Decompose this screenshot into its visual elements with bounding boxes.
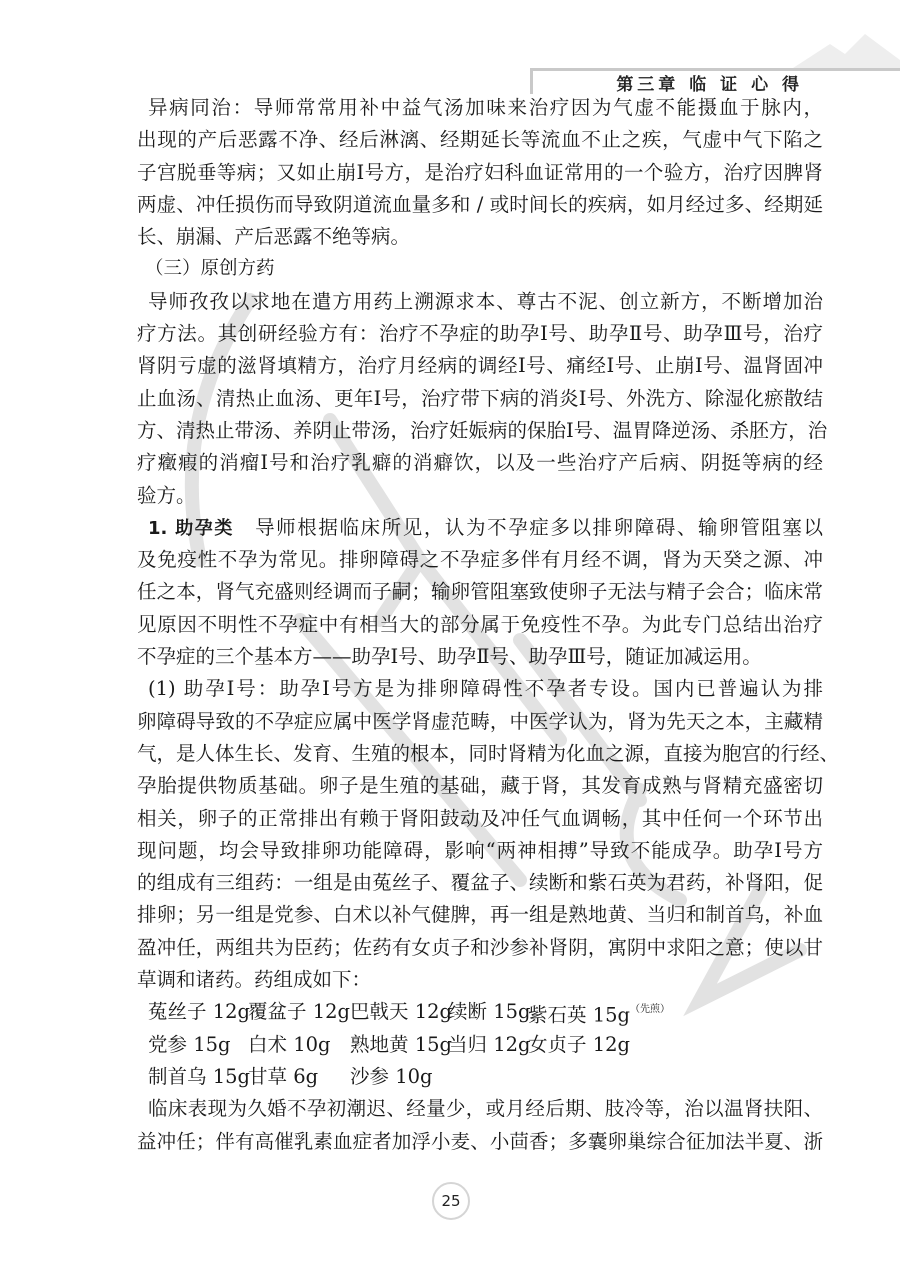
text-line: [137, 157, 823, 189]
paragraph: [137, 92, 823, 253]
line-text: 出现的产后恶露不净、经后淋漓、经期延长等流血不止之疾，气虚中气下陷之: [137, 128, 823, 152]
line-text: 子宫脱垂等病；又如止崩Ⅰ号方，是治疗妇科血证常用的一个验方，治疗因脾肾: [137, 160, 823, 184]
text-line: [137, 286, 823, 318]
text-line: [137, 92, 823, 124]
text-line: [137, 641, 823, 673]
line-text: 疗方法。其创研经验方有：治疗不孕症的助孕Ⅰ号、助孕Ⅱ号、助孕Ⅲ号，治疗: [137, 322, 823, 346]
text-line: [137, 576, 823, 608]
text-line: [137, 770, 823, 802]
text-line: [137, 867, 823, 899]
drug-item: [528, 996, 670, 1032]
line-text: 验方。: [137, 483, 196, 507]
text-line: [137, 447, 823, 479]
drug-name: 覆盆子 12g: [248, 1000, 350, 1024]
line-text: 排卵；另一组是党参、白术以补气健脾，再一组是熟地黄、当归和制首乌，补血: [137, 903, 823, 927]
drug-item: [148, 996, 250, 1028]
line-text: 两虚、冲任损伤而导致阴道流血量多和 / 或时间长的疾病，如月经过多、经期延: [137, 192, 823, 216]
line-text: 肾阴亏虚的滋肾填精方，治疗月经病的调经Ⅰ号、痛经Ⅰ号、止崩Ⅰ号、温肾固冲: [137, 354, 823, 378]
line-text: 止血汤、清热止血汤、更年Ⅰ号，治疗带下病的消炎Ⅰ号、外洗方、除湿化瘀散结: [137, 386, 823, 410]
text-line: [137, 415, 828, 447]
text-line: [137, 835, 823, 867]
paragraph: [137, 1093, 823, 1158]
chapter-title: 第三章 临 证 心 得: [616, 75, 803, 95]
page-number: 25: [432, 1182, 470, 1220]
line-text: 现问题，均会导致排卵功能障碍，影响“两神相搏”导致不能成孕。助孕Ⅰ号方: [137, 838, 823, 862]
line-text: 长、崩漏、产后恶露不绝等病。: [137, 225, 411, 249]
line-text: 孕胎提供物质基础。卵子是生殖的基础，藏于肾，其发育成熟与肾精充盛密切: [137, 774, 823, 798]
prescription-row: [137, 996, 823, 1028]
drug-name: 当归 12g: [448, 1032, 531, 1056]
text-line: [137, 221, 823, 253]
paragraph: [137, 673, 840, 996]
drug-name: 菟丝子 12g: [148, 1000, 250, 1024]
line-text: 益冲任；伴有高催乳素血症者加浮小麦、小茴香；多囊卵巢综合征加法半夏、浙: [137, 1129, 823, 1153]
text-line: [137, 318, 823, 350]
drug-name: 制首乌 15g: [148, 1064, 250, 1088]
line-text: 任之本，肾气充盛则经调而子嗣；输卵管阻塞致使卵子无法与精子会合；临床常: [137, 580, 823, 604]
text-line: [137, 1093, 823, 1125]
line-text: 导师根据临床所见，认为不孕症多以排卵障碍、输卵管阻塞以: [255, 515, 823, 539]
text-line: [137, 480, 823, 512]
drug-item: [148, 1029, 231, 1061]
text-line: [137, 673, 823, 705]
line-text: 相关，卵子的正常排出有赖于肾阳鼓动及冲任气血调畅，其中任何一个环节出: [137, 806, 823, 830]
line-text: 卵障碍导致的不孕症应属中医学肾虚范畴，中医学认为，肾为先天之本，主藏精: [137, 709, 823, 733]
drug-name: 续断 15g: [448, 1000, 531, 1024]
prescription-row: [137, 1029, 823, 1061]
drug-item: [350, 1029, 452, 1061]
text-line: [137, 189, 823, 221]
drug-name: 白术 10g: [248, 1032, 331, 1056]
drug-item: [528, 1029, 630, 1061]
line-text: 导师孜孜以求地在遣方用药上溯源求本、尊古不泥、创立新方，不断增加治: [148, 289, 823, 313]
drug-name: 沙参 10g: [350, 1064, 433, 1088]
section-lead: 1. 助孕类: [148, 517, 234, 539]
drug-item: [350, 996, 452, 1028]
header-rule-vertical: [530, 68, 533, 94]
text-line: [137, 738, 840, 770]
paragraph: [137, 286, 828, 512]
drug-item: [248, 1061, 318, 1093]
drug-note: （先煎）: [630, 1004, 670, 1016]
line-text: 的组成有三组药：一组是由菟丝子、覆盆子、续断和紫石英为君药，补肾阳，促: [137, 871, 823, 895]
drug-name: 甘草 6g: [248, 1064, 319, 1088]
drug-item: [448, 996, 531, 1028]
line-text: 盈冲任，两组共为臣药；佐药有女贞子和沙参补肾阴，寓阴中求阳之意；使以甘: [137, 935, 823, 959]
text-line: [137, 964, 823, 996]
drug-item: [248, 996, 350, 1028]
prescription-list: [137, 996, 823, 1093]
line-text: 草调和诸药。药组成如下：: [137, 968, 372, 992]
mountain-decoration: [790, 30, 900, 70]
text-line: [137, 124, 823, 156]
text-line: [137, 1126, 823, 1158]
text-line: [137, 932, 823, 964]
line-text: 不孕症的三个基本方——助孕Ⅰ号、助孕Ⅱ号、助孕Ⅲ号，随证加减运用。: [137, 645, 762, 669]
prescription-row: [137, 1061, 823, 1093]
drug-item: [350, 1061, 433, 1093]
drug-name: 女贞子 12g: [528, 1032, 630, 1056]
drug-item: [148, 1061, 250, 1093]
drug-item: [448, 1029, 531, 1061]
paragraph: [137, 512, 823, 673]
text-line: [137, 383, 823, 415]
drug-name: 熟地黄 15g: [350, 1032, 452, 1056]
line-text: 异病同治：导师常常用补中益气汤加味来治疗因为气虚不能摄血于脉内，: [148, 96, 823, 119]
line-text: 气，是人体生长、发育、生殖的根本，同时肾精为化血之源，直接为胞宫的行经、: [137, 741, 840, 765]
section-heading: （三）原创方药: [145, 258, 275, 280]
line-text: (1) 助孕Ⅰ号：助孕Ⅰ号方是为排卵障碍性不孕者专设。国内已普遍认为排: [148, 677, 823, 701]
page-body: [137, 92, 840, 1158]
drug-name: 巴戟天 12g: [350, 1000, 452, 1024]
text-line: [137, 609, 823, 641]
text-line: [137, 350, 823, 382]
line-text: 见原因不明性不孕症中有相当大的部分属于免疫性不孕。为此专门总结出治疗: [137, 612, 823, 636]
line-text: 疗癥瘕的消瘤Ⅰ号和治疗乳癖的消癖饮，以及一些治疗产后病、阴挺等病的经: [137, 451, 823, 475]
text-line: [137, 899, 823, 931]
drug-name: 紫石英 15g: [528, 1003, 630, 1027]
line-text: 及免疫性不孕为常见。排卵障碍之不孕症多伴有月经不调，肾为天癸之源、冲: [137, 548, 823, 572]
text-line: [137, 544, 823, 576]
line-text: 临床表现为久婚不孕初潮迟、经量少，或月经后期、肢冷等，治以温肾扶阳、: [148, 1097, 823, 1121]
text-line: [137, 512, 823, 544]
text-line: [137, 803, 823, 835]
line-text: 方、清热止带汤、养阴止带汤，治疗妊娠病的保胎Ⅰ号、温胃降逆汤、杀胚方，治: [137, 418, 828, 442]
drug-name: 党参 15g: [148, 1032, 231, 1056]
drug-item: [248, 1029, 331, 1061]
text-line: [137, 706, 823, 738]
